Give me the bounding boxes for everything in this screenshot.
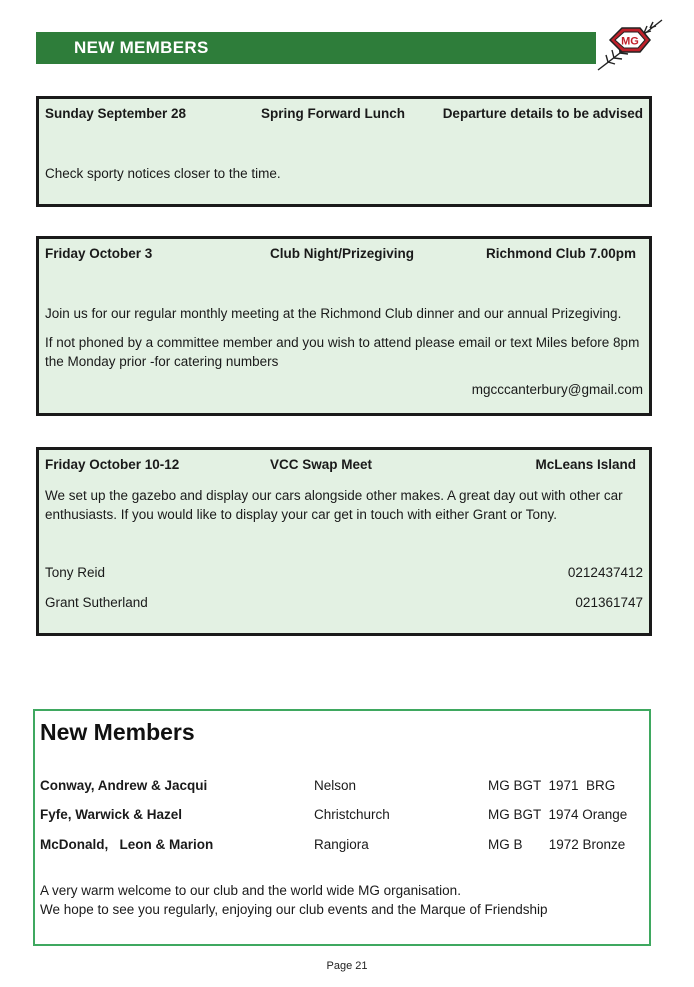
page-number: Page 21 (326, 960, 368, 972)
event-description: Join us for our regular monthly meeting at the Richmond Club dinner and our annual Prizegiving. (45, 306, 622, 321)
event-date: Friday October 10-12 (45, 457, 180, 472)
member-name: Conway, Andrew & Jacqui (40, 778, 208, 793)
section-title: NEW MEMBERS (74, 38, 209, 57)
welcome-line: A very warm welcome to our club and the world wide MG organisation. (40, 883, 461, 898)
member-car: MG BGT 1974 Orange (488, 807, 628, 822)
contact-name: Tony Reid (45, 565, 106, 580)
member-town: Christchurch (314, 807, 390, 822)
event-description: We set up the gazebo and display our cars alongside other makes. A great day out with other car enthusiasts. If you would like to display your car get in touch with either Grant or Tony. (45, 488, 623, 522)
new-members-box (33, 709, 651, 946)
section-header-bar (36, 32, 596, 64)
event-location: Richmond Club 7.00pm (485, 246, 636, 261)
mg-fern-logo-icon (594, 14, 666, 74)
event-box-club-night (36, 236, 652, 416)
member-town: Rangiora (314, 837, 369, 852)
welcome-line: We hope to see you regularly, enjoying our club events and the Marque of Friendship (40, 902, 548, 917)
members-title: New Members (40, 719, 195, 745)
event-box-swap-meet (36, 447, 652, 636)
event-title: Spring Forward Lunch (261, 106, 405, 121)
event-date: Friday October 3 (45, 246, 153, 261)
event-box-spring-lunch (36, 96, 652, 207)
svg-text:MG: MG (621, 35, 639, 48)
member-car: MG B 1972 Bronze (488, 837, 626, 852)
member-name: McDonald, Leon & Marion (40, 837, 214, 852)
member-town: Nelson (314, 778, 357, 793)
event-title: Club Night/Prizegiving (270, 246, 414, 261)
event-location: McLeans Island (535, 457, 636, 472)
contact-name: Grant Sutherland (45, 595, 148, 610)
event-attendance-note: If not phoned by a committee member and you wish to attend please email or text Miles before 8pm the Monday prior -for catering numbers (45, 335, 640, 369)
member-car: MG BGT 1971 BRG (488, 778, 616, 793)
event-description: Check sporty notices closer to the time. (45, 166, 281, 181)
event-date: Sunday September 28 (45, 106, 187, 121)
event-title: VCC Swap Meet (270, 457, 373, 472)
contact-phone: 0212437412 (567, 565, 643, 580)
contact-phone: 021361747 (575, 595, 643, 610)
member-name: Fyfe, Warwick & Hazel (40, 807, 183, 822)
event-location: Departure details to be advised (442, 106, 643, 121)
event-email[interactable]: mgcccanterbury@gmail.com (471, 382, 643, 397)
